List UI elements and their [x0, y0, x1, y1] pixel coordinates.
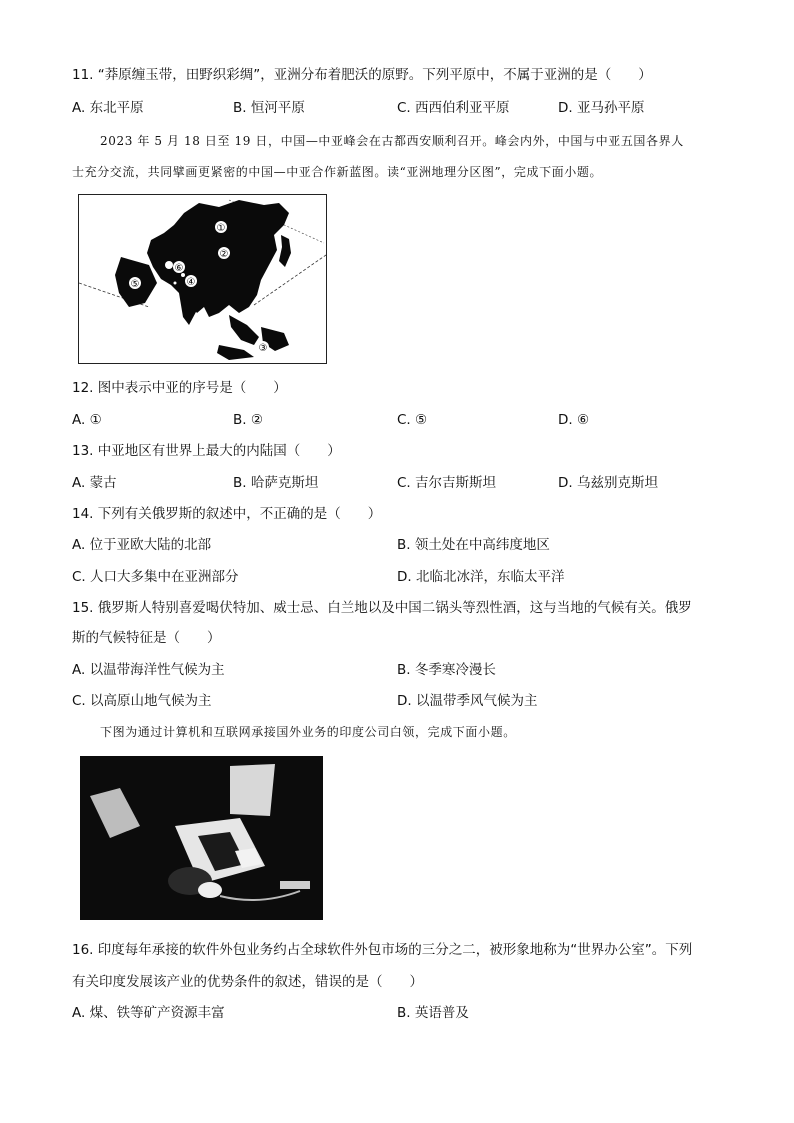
q14-option-c: C. 人口大多集中在亚洲部分: [72, 569, 239, 585]
q15-stem-line2: 斯的气候特征是（ ）: [72, 630, 221, 646]
map-label-2: ②: [219, 249, 229, 260]
asia-map: [79, 195, 326, 363]
q15-stem-line1: 15. 俄罗斯人特别喜爱喝伏特加、威士忌、白兰地以及中国二锅头等烈性酒，这与当地的气候有关。俄罗: [72, 600, 692, 616]
q12-option-c: C. ⑤: [397, 412, 428, 428]
map-label-3: ③: [258, 343, 268, 354]
q15-option-c: C. 以高原山地气候为主: [72, 693, 212, 709]
q13-option-b: B. 哈萨克斯坦: [233, 475, 319, 491]
q11-option-a: A. 东北平原: [72, 100, 144, 116]
q14-option-b: B. 领土处在中高纬度地区: [397, 537, 550, 553]
q12-option-a: A. ①: [72, 412, 102, 428]
asia-map-figure: [78, 194, 327, 364]
intro1-line2: 士充分交流，共同擘画更紧密的中国—中亚合作新蓝图。读“亚洲地理分区图”，完成下面小题。: [72, 165, 603, 179]
q11-option-c: C. 西西伯利亚平原: [397, 100, 510, 116]
intro2-line1: 下图为通过计算机和互联网承接国外业务的印度公司白领，完成下面小题。: [100, 725, 516, 739]
q11-stem: 11. “莽原缠玉带，田野织彩绸”，亚洲分布着肥沃的原野。下列平原中，不属于亚洲的是（ ）: [72, 67, 652, 83]
q12-option-b: B. ②: [233, 412, 263, 428]
q16-option-a: A. 煤、铁等矿产资源丰富: [72, 1005, 225, 1021]
photo-illustration: [80, 756, 323, 920]
q16-stem-line1: 16. 印度每年承接的软件外包业务约占全球软件外包市场的三分之二，被形象地称为“世界办公室”。下列: [72, 942, 693, 958]
q14-stem: 14. 下列有关俄罗斯的叙述中，不正确的是（ ）: [72, 506, 382, 522]
q14-option-a: A. 位于亚欧大陆的北部: [72, 537, 212, 553]
q16-option-b: B. 英语普及: [397, 1005, 469, 1021]
map-label-1: ①: [216, 223, 226, 234]
q12-option-d: D. ⑥: [558, 412, 590, 428]
map-label-5: ⑤: [130, 279, 140, 290]
q12-stem: 12. 图中表示中亚的序号是（ ）: [72, 380, 287, 396]
q13-option-d: D. 乌兹别克斯坦: [558, 475, 658, 491]
q13-stem: 13. 中亚地区有世界上最大的内陆国（ ）: [72, 443, 341, 459]
q15-option-b: B. 冬季寒冷漫长: [397, 662, 496, 678]
office-worker-photo: [80, 756, 323, 920]
map-label-4: ④: [186, 277, 196, 288]
q13-option-a: A. 蒙古: [72, 475, 117, 491]
intro1-line1: 2023 年 5 月 18 日至 19 日，中国—中亚峰会在古都西安顺利召开。峰会内外，中国与中亚五国各界人: [100, 134, 684, 148]
q14-option-d: D. 北临北冰洋，东临太平洋: [397, 569, 565, 585]
q15-option-a: A. 以温带海洋性气候为主: [72, 662, 225, 678]
q11-option-b: B. 恒河平原: [233, 100, 305, 116]
q16-stem-line2: 有关印度发展该产业的优势条件的叙述，错误的是（ ）: [72, 974, 423, 990]
map-label-6: ⑥: [174, 263, 184, 274]
q11-option-d: D. 亚马孙平原: [558, 100, 645, 116]
q15-option-d: D. 以温带季风气候为主: [397, 693, 538, 709]
q13-option-c: C. 吉尔吉斯斯坦: [397, 475, 497, 491]
